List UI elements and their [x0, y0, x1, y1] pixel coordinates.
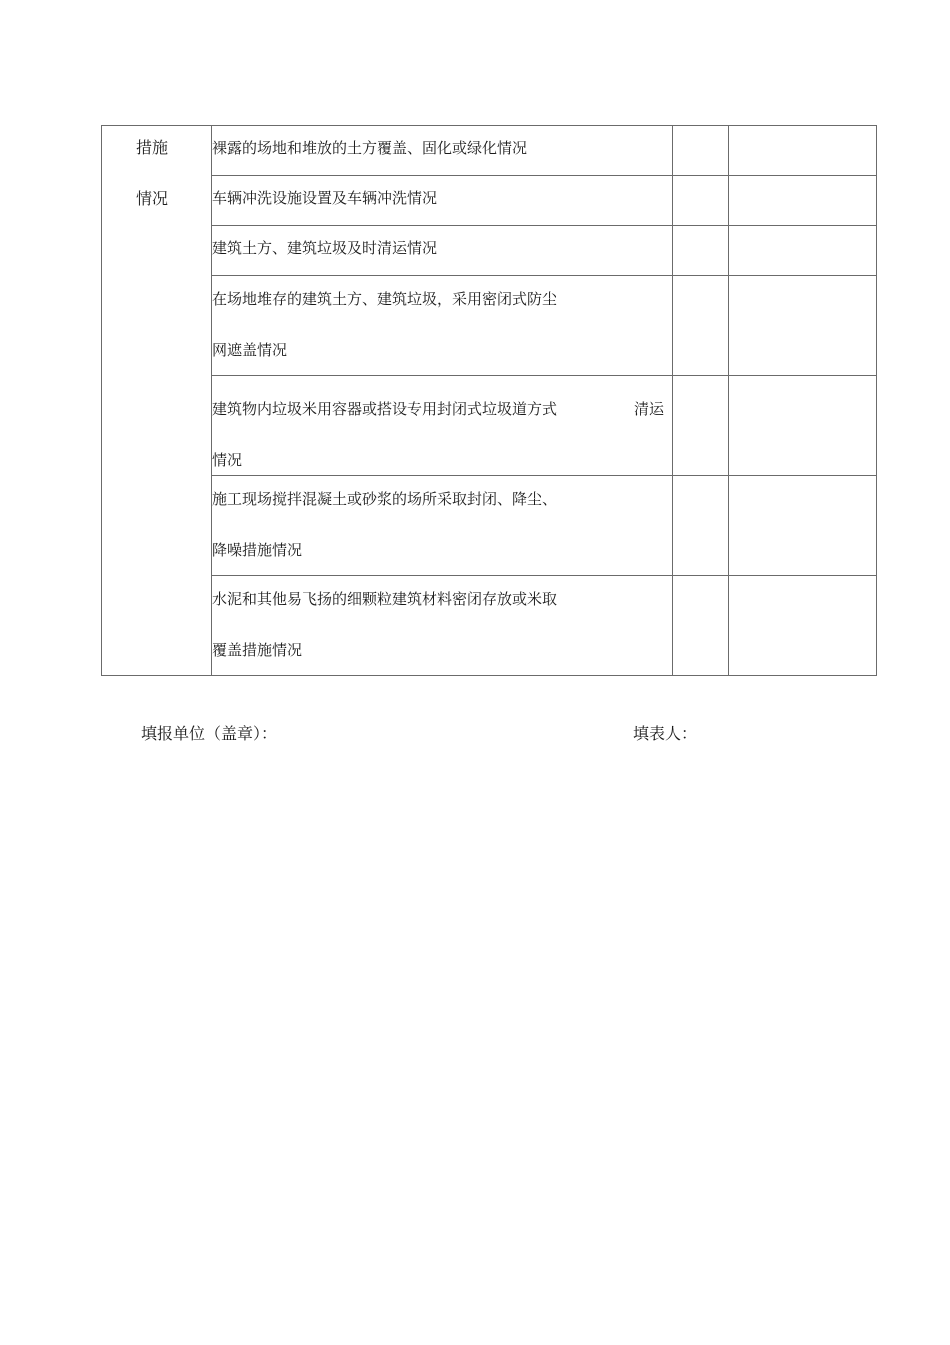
remark-cell[interactable]	[729, 226, 877, 276]
check-cell[interactable]	[673, 176, 729, 226]
item-cell	[212, 476, 673, 576]
category-cell	[102, 126, 212, 676]
item-text: 建筑物内垃圾米用容器或搭设专用封闭式垃圾道方式	[212, 400, 558, 418]
item-text-continued: 网遮盖情况	[212, 341, 288, 359]
remark-cell[interactable]	[729, 126, 877, 176]
item-text: 水泥和其他易飞扬的细颗粒建筑材料密闭存放或米取	[212, 590, 558, 608]
item-cell	[212, 226, 673, 276]
item-text-tail: 清运	[633, 400, 664, 418]
item-cell	[212, 376, 673, 476]
table-row	[102, 576, 877, 676]
item-text: 在场地堆存的建筑土方、建筑垃圾，采用密闭式防尘	[212, 290, 558, 308]
check-cell[interactable]	[673, 376, 729, 476]
check-cell[interactable]	[673, 576, 729, 676]
table-row	[102, 476, 877, 576]
item-cell	[212, 576, 673, 676]
item-text: 施工现场搅拌混凝土或砂浆的场所采取封闭、降尘、	[212, 490, 558, 508]
check-cell[interactable]	[673, 226, 729, 276]
item-text: 裸露的场地和堆放的土方覆盖、固化或绿化情况	[212, 139, 528, 157]
remark-cell[interactable]	[729, 476, 877, 576]
check-cell[interactable]	[673, 126, 729, 176]
item-text-continued: 降噪措施情况	[212, 541, 303, 559]
remark-cell[interactable]	[729, 376, 877, 476]
table-row	[102, 276, 877, 376]
table-row	[102, 376, 877, 476]
item-text-continued: 覆盖措施情况	[212, 641, 303, 659]
remark-cell[interactable]	[729, 176, 877, 226]
check-cell[interactable]	[673, 476, 729, 576]
category-label-line-1: 措施	[136, 138, 169, 157]
form-filler-label: 填表人：	[633, 724, 698, 743]
item-cell	[212, 126, 673, 176]
item-text: 建筑土方、建筑垃圾及时清运情况	[212, 239, 438, 257]
table-row	[102, 176, 877, 226]
reporting-unit-label: 填报单位（盖章）：	[141, 724, 278, 743]
remark-cell[interactable]	[729, 576, 877, 676]
remark-cell[interactable]	[729, 276, 877, 376]
category-label-line-2: 情况	[136, 189, 169, 208]
check-cell[interactable]	[673, 276, 729, 376]
item-text: 车辆冲洗设施设置及车辆冲洗情况	[212, 189, 438, 207]
measures-table	[101, 125, 877, 676]
item-cell	[212, 276, 673, 376]
table-row	[102, 226, 877, 276]
item-text-continued: 情况	[212, 451, 243, 469]
item-cell	[212, 176, 673, 226]
table-row	[102, 126, 877, 176]
